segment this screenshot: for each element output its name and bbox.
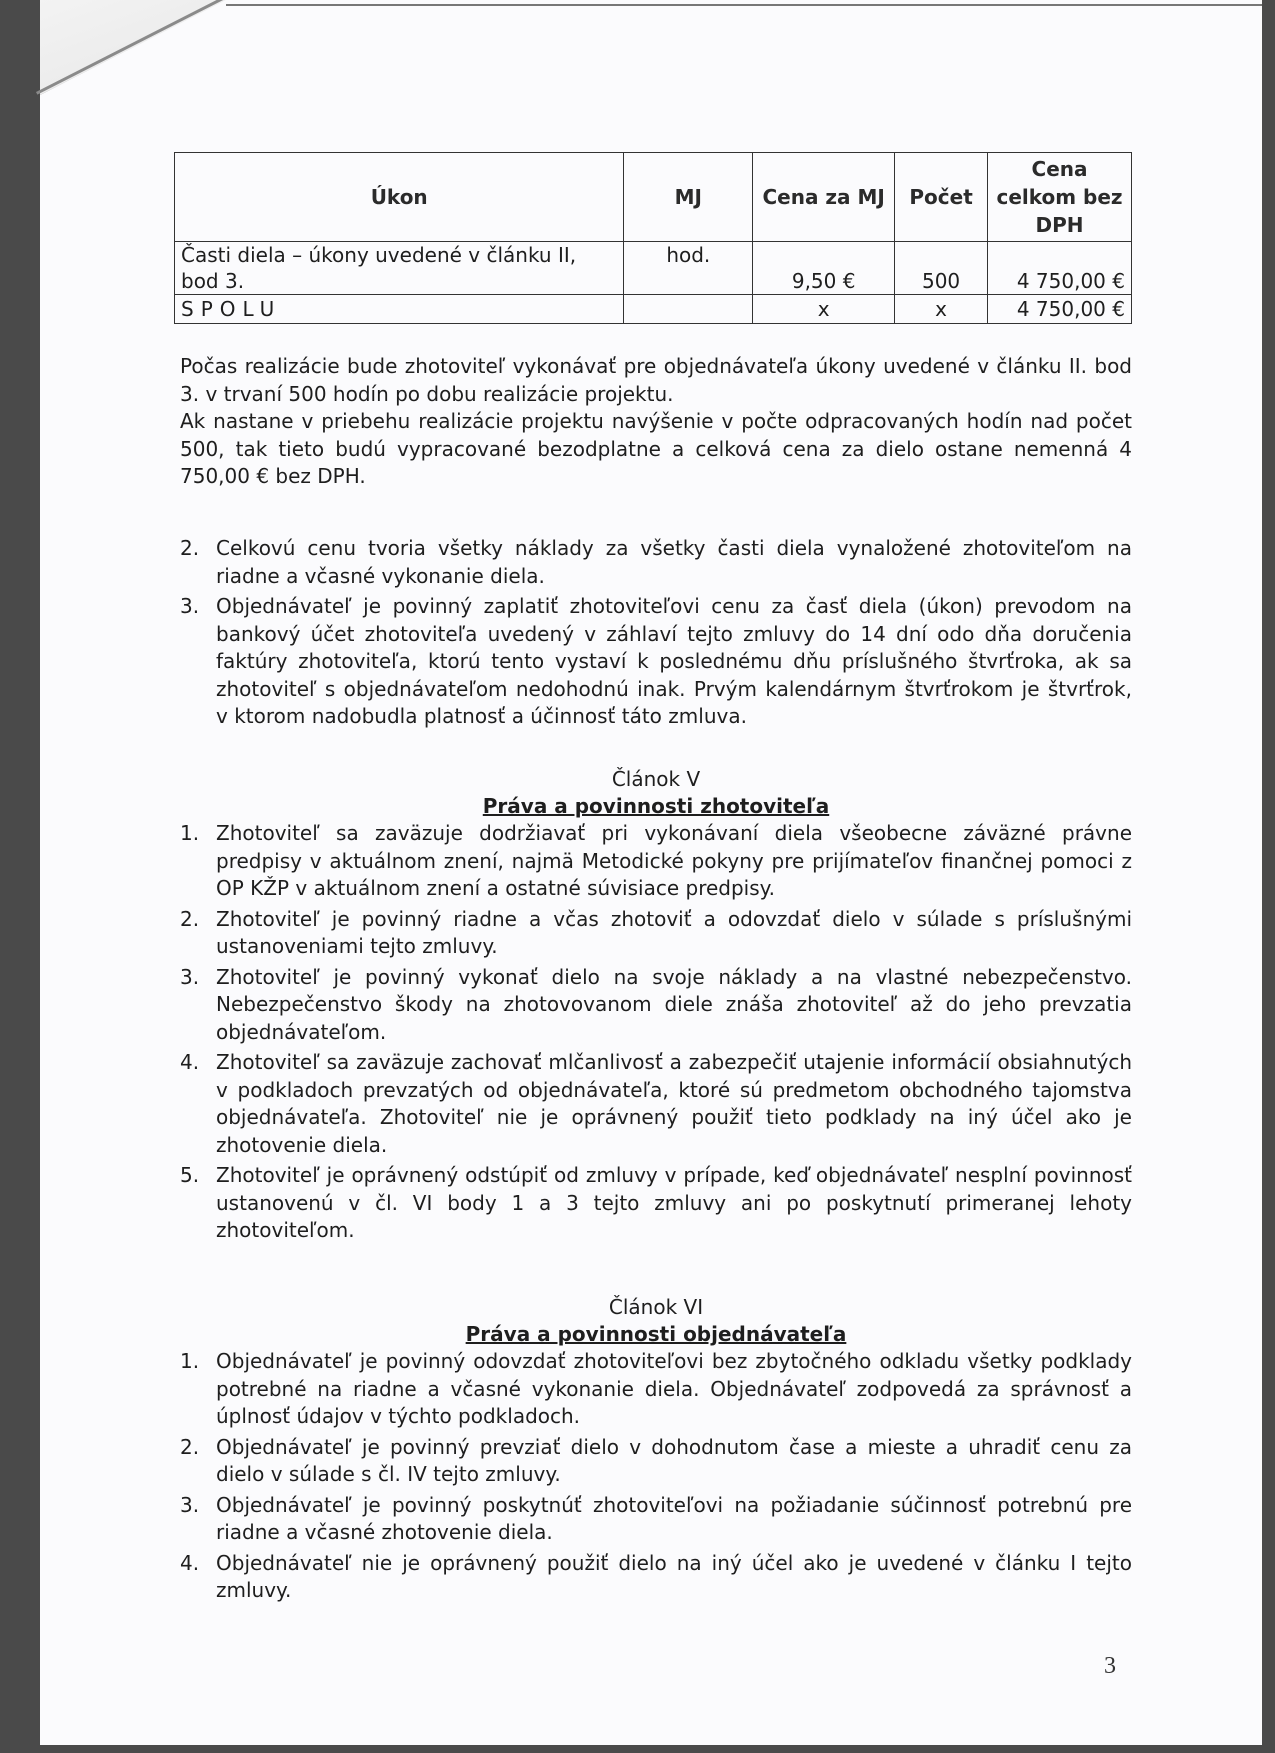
article6 bbox=[180, 1294, 1132, 1608]
price-table bbox=[174, 152, 1132, 324]
list-item bbox=[180, 1049, 1132, 1159]
item-number: 3. bbox=[180, 1492, 200, 1517]
item-text: Zhotoviteľ je povinný vykonať dielo na svoje náklady a na vlastné nebezpečenstvo. Nebezpečenstvo škody na zhotovovanom diele znáša zhotoviteľ až do jeho prevzatia objednávateľom. bbox=[216, 964, 1132, 1044]
header-pocet: Počet bbox=[895, 153, 988, 242]
header-cena-celkom: Cena celkom bez DPH bbox=[988, 153, 1132, 242]
cell-cena-za-mj-total: x bbox=[753, 295, 895, 324]
list-item bbox=[180, 1550, 1132, 1605]
cell-cena-celkom: 4 750,00 € bbox=[988, 242, 1132, 295]
item-number: 2. bbox=[180, 536, 200, 560]
item-number: 3. bbox=[180, 594, 200, 618]
pricing-paragraphs bbox=[180, 353, 1132, 491]
list-item bbox=[180, 906, 1132, 961]
paragraph: Počas realizácie bude zhotoviteľ vykonávať pre objednávateľa úkony uvedené v článku II. bod 3. v trvaní 500 hodín po dobu realizácie projektu. bbox=[180, 354, 1132, 406]
item-text: Zhotoviteľ sa zaväzuje zachovať mlčanlivosť a zabezpečiť utajenie informácií obsiahnutých v podkladoch prevzatých od objednávateľa, ktoré sú predmetom obchodného tajomstva objednávateľa. Zhotoviteľ nie je oprávnený použiť tieto podklady na iný účel ako je zhotovenie diela. bbox=[216, 1050, 1132, 1157]
item-text: Zhotoviteľ je povinný riadne a včas zhotoviť a odovzdať dielo v súlade s príslušnými ustanoveniami tejto zmluvy. bbox=[216, 906, 1132, 958]
cell-cena-celkom-total: 4 750,00 € bbox=[988, 295, 1132, 324]
list-item bbox=[180, 535, 1132, 590]
item-text: Celkovú cenu tvoria všetky náklady za všetky časti diela vynaložené zhotoviteľom na riadne a včasné vykonanie diela. bbox=[216, 536, 1132, 588]
cell-mj: hod. bbox=[624, 242, 753, 295]
table-row bbox=[175, 242, 1132, 295]
list-item bbox=[180, 820, 1132, 903]
article4-list bbox=[180, 535, 1132, 734]
list-item bbox=[180, 1492, 1132, 1547]
paragraph: Ak nastane v priebehu realizácie projektu navýšenie v počte odpracovaných hodín nad počet 500, tak tieto budú vypracované bezodplatne a celková cena za dielo ostane nemenná 4 750,00 € bez DPH. bbox=[180, 409, 1132, 488]
article5 bbox=[180, 766, 1132, 1248]
header-ukon: Úkon bbox=[175, 153, 624, 242]
list-item bbox=[180, 593, 1132, 731]
item-text: Objednávateľ je povinný odovzdať zhotoviteľovi bez zbytočného odkladu všetky podklady potrebné na riadne a včasné vykonanie diela. Objednávateľ zodpovedá za správnosť a úplnosť údajov v týchto podkladoch. bbox=[216, 1349, 1132, 1428]
item-text: Objednávateľ je povinný prevziať dielo v dohodnutom čase a mieste a uhradiť cenu za dielo v súlade s čl. IV tejto zmluvy. bbox=[216, 1434, 1132, 1486]
cell-spolu: SPOLU bbox=[175, 295, 624, 324]
table-total-row bbox=[175, 295, 1132, 324]
page-top-edge bbox=[226, 4, 1262, 6]
cell-mj-total bbox=[624, 295, 753, 324]
item-number: 3. bbox=[180, 964, 200, 989]
header-cena-za-mj: Cena za MJ bbox=[753, 153, 895, 242]
header-mj: MJ bbox=[624, 153, 753, 242]
cell-cena-za-mj: 9,50 € bbox=[753, 242, 895, 295]
page-number: 3 bbox=[1104, 1653, 1116, 1679]
item-number: 5. bbox=[180, 1163, 200, 1187]
list-item bbox=[180, 964, 1132, 1047]
item-number: 4. bbox=[180, 1050, 200, 1074]
article-heading: Práva a povinnosti objednávateľa bbox=[465, 1322, 847, 1346]
item-text: Objednávateľ je povinný poskytnúť zhotoviteľovi na požiadanie súčinnosť potrebnú pre riadne a včasné zhotovenie diela. bbox=[216, 1492, 1132, 1544]
item-text: Zhotoviteľ je oprávnený odstúpiť od zmluvy v prípade, keď objednávateľ nesplní povinnosť ustanovenú v čl. VI body 1 a 3 tejto zmluvy ani po poskytnutí primeranej lehoty zhotoviteľom. bbox=[216, 1163, 1132, 1242]
item-number: 1. bbox=[180, 1349, 200, 1373]
table-header-row bbox=[175, 153, 1132, 242]
article-label: Článok VI bbox=[608, 1295, 704, 1319]
item-number: 4. bbox=[180, 1550, 200, 1575]
cell-pocet-total: x bbox=[895, 295, 988, 324]
article-label: Článok V bbox=[611, 767, 701, 791]
item-number: 2. bbox=[180, 1434, 200, 1459]
item-text: Objednávateľ nie je oprávnený použiť dielo na iný účel ako je uvedené v článku I tejto zmluvy. bbox=[216, 1550, 1132, 1602]
item-text: Objednávateľ je povinný zaplatiť zhotoviteľovi cenu za časť diela (úkon) prevodom na bankový účet zhotoviteľa uvedený v záhlaví tejto zmluvy do 14 dní odo dňa doručenia faktúry zhotoviteľa, ktorú tento vystaví k poslednému dňu príslušného štvrťroka, ak sa zhotoviteľ s objednávateľom nedohodnú inak. Prvým kalendárnym štvrťrokom je štvrťrok, v ktorom nadobudla platnosť a účinnosť táto zmluva. bbox=[216, 594, 1132, 728]
cell-ukon: Časti diela – úkony uvedené v článku II, bod 3. bbox=[175, 242, 624, 295]
item-number: 1. bbox=[180, 821, 200, 845]
list-item bbox=[180, 1348, 1132, 1431]
article-heading: Práva a povinnosti zhotoviteľa bbox=[482, 794, 830, 818]
item-number: 2. bbox=[180, 906, 200, 931]
list-item bbox=[180, 1162, 1132, 1245]
cell-pocet: 500 bbox=[895, 242, 988, 295]
list-item bbox=[180, 1434, 1132, 1489]
item-text: Zhotoviteľ sa zaväzuje dodržiavať pri vykonávaní diela všeobecne záväzné právne predpisy v aktuálnom znení, najmä Metodické pokyny pre prijímateľov finančnej pomoci z OP KŽP v aktuálnom znení a ostatné súvisiace predpisy. bbox=[216, 821, 1132, 900]
